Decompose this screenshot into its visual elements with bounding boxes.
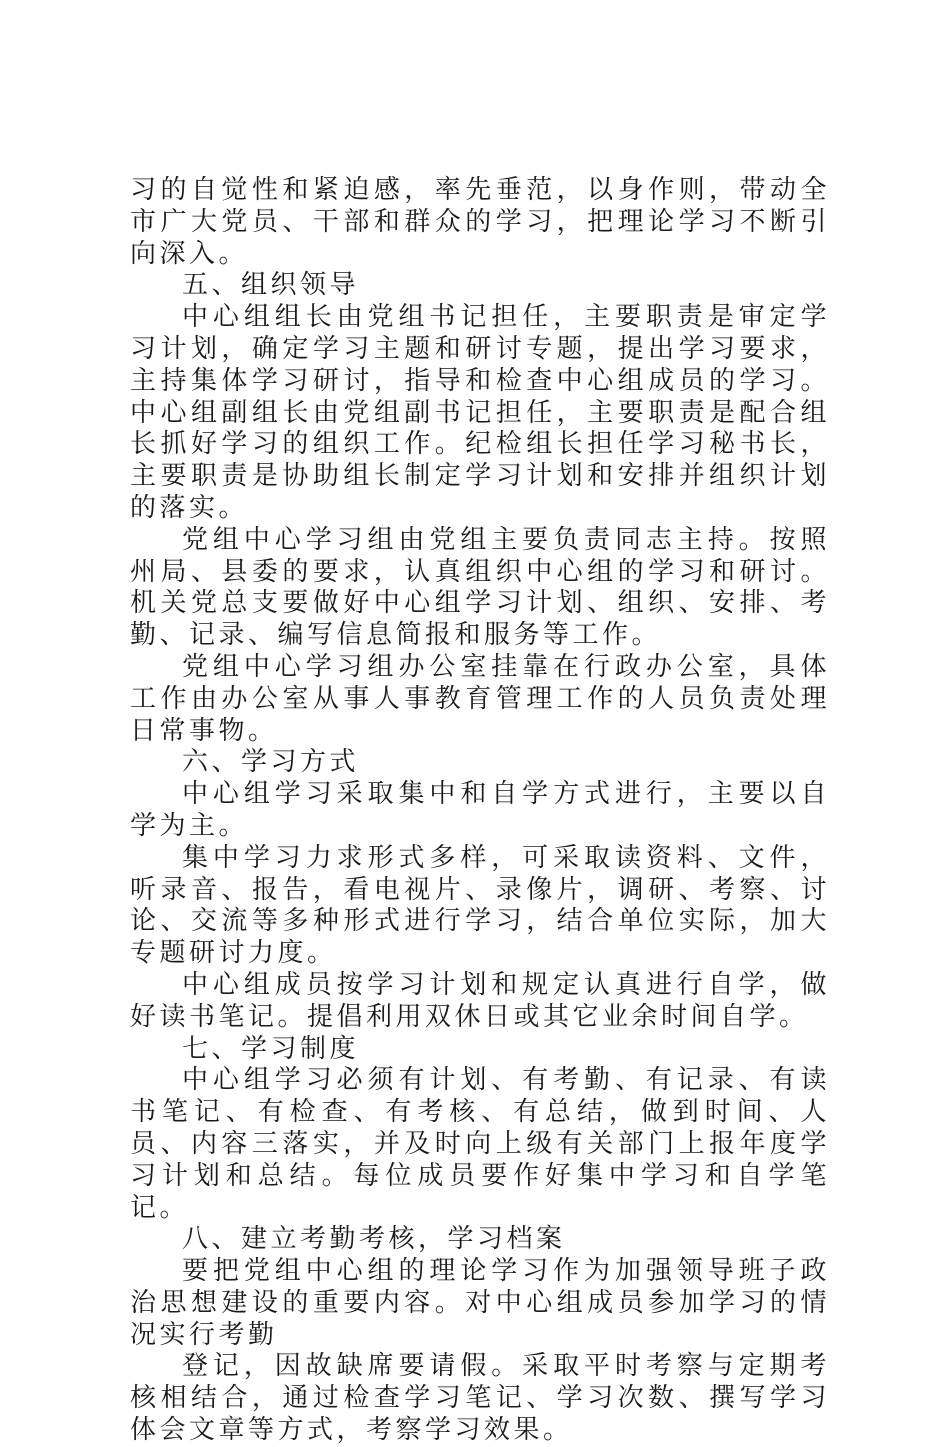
document-body: [130, 175, 830, 1447]
paragraph: 党组中心学习组办公室挂靠在行政办公室，具体工作由办公室从事人事教育管理工作的人员负责处理日常事物。: [130, 651, 830, 746]
paragraph: 中心组组长由党组书记担任，主要职责是审定学习计划，确定学习主题和研讨专题，提出学习要求，主持集体学习研讨，指导和检查中心组成员的学习。中心组副组长由党组副书记担任，主要职责是配合组长抓好学习的组织工作。纪检组长担任学习秘书长，主要职责是协助组长制定学习计划和安排并组织计划的落实。: [130, 302, 830, 523]
section-heading-7: 七、学习制度: [182, 1033, 360, 1064]
paragraph: 中心组学习必须有计划、有考勤、有记录、有读书笔记、有检查、有考核、有总结，做到时间、人员、内容三落实，并及时向上级有关部门上报年度学习计划和总结。每位成员要作好集中学习和自学笔记。: [130, 1065, 830, 1223]
paragraph: 党组中心学习组由党组主要负责同志主持。按照州局、县委的要求，认真组织中心组的学习和研讨。机关党总支要做好中心组学习计划、组织、安排、考勤、记录、编写信息简报和服务等工作。: [130, 524, 830, 651]
paragraph: 中心组学习采取集中和自学方式进行，主要以自学为主。: [130, 779, 830, 841]
paragraph: 集中学习力求形式多样，可采取读资料、文件，听录音、报告，看电视片、录像片，调研、考察、讨论、交流等多种形式进行学习，结合单位实际，加大专题研讨力度。: [130, 842, 830, 969]
section-heading-5: 五、组织领导: [182, 270, 360, 301]
paragraph: 要把党组中心组的理论学习作为加强领导班子政治思想建设的重要内容。对中心组成员参加学习的情况实行考勤: [130, 1256, 830, 1350]
section-heading-8: 八、建立考勤考核，学习档案: [182, 1224, 566, 1255]
paragraph: 中心组成员按学习计划和规定认真进行自学，做好读书笔记。提倡利用双休日或其它业余时间自学。: [130, 969, 830, 1032]
section-heading-6: 六、学习方式: [182, 747, 360, 778]
paragraph-continuation: 习的自觉性和紧迫感，率先垂范，以身作则，带动全市广大党员、干部和群众的学习，把理论学习不断引向深入。: [130, 175, 830, 269]
paragraph: 登记，因故缺席要请假。采取平时考察与定期考核相结合，通过检查学习笔记、学习次数、撰写学习体会文章等方式，考察学习效果。: [130, 1351, 830, 1446]
